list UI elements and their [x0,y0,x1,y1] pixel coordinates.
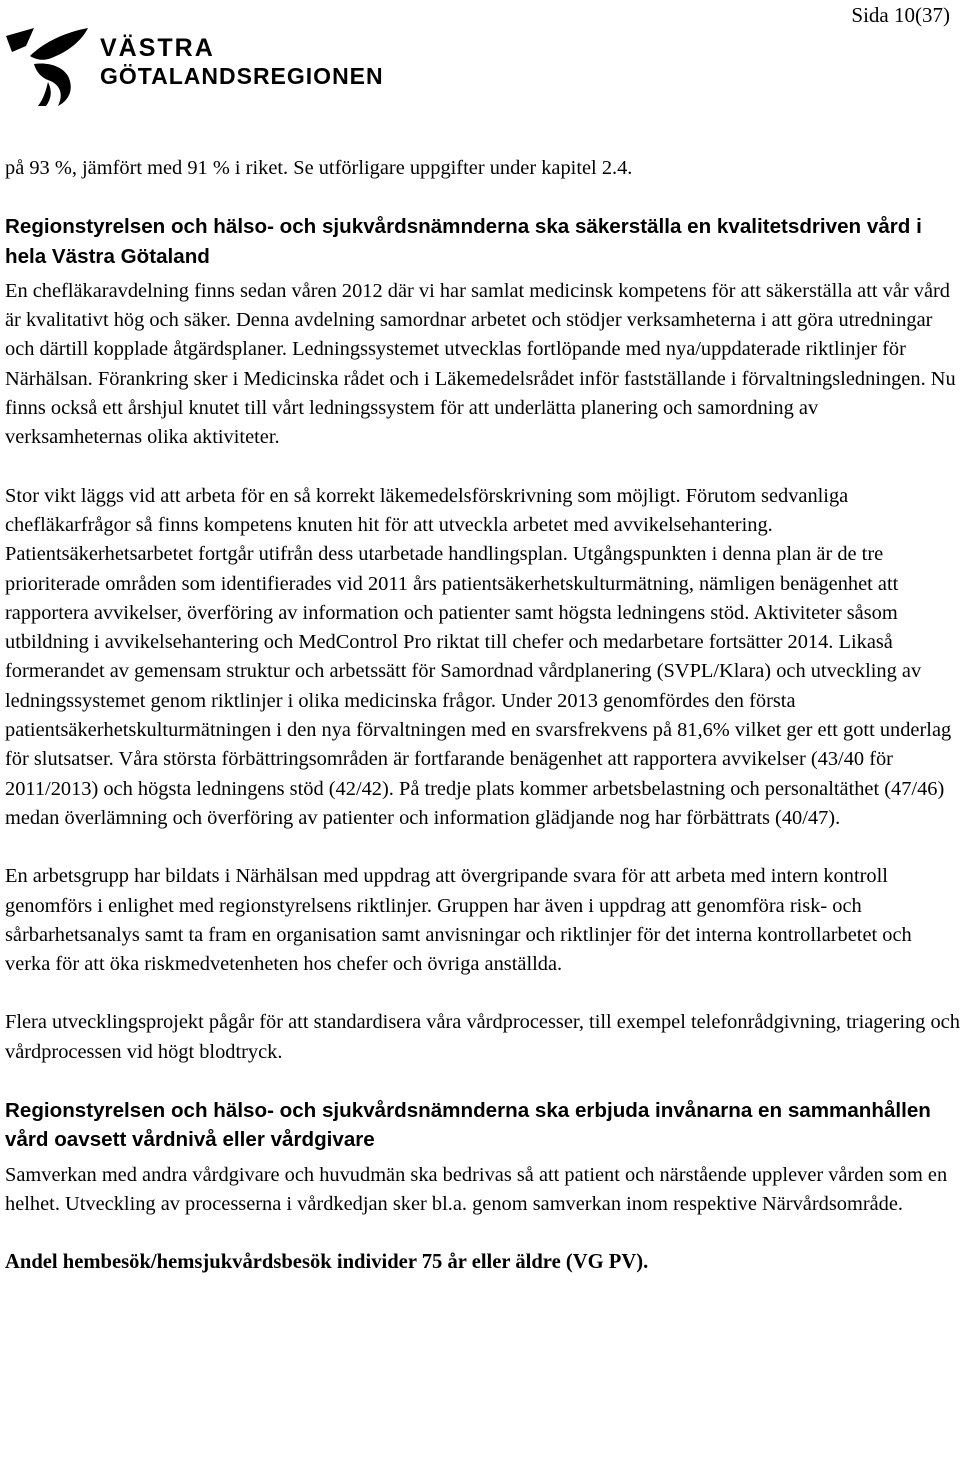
paragraph-chief-physician: En chefläkaravdelning finns sedan våren 2012 där vi har samlat medicinsk kompetens för att säkerställa att vår vård är kvalitativt hög och säker. Denna avdelning samordnar arbetet och stödjer verksamheterna i att göra utredningar och därtill kopplade åtgärdsplaner. Ledningssystemet utvecklas fortlöpande med nya/uppdaterade riktlinjer för Närhälsan. Förankring sker i Medicinska rådet och i Läkemedelsrådet inför fastställande i förvaltningsledningen. Nu finns också ett årshjul knutet till vårt ledningssystem för att underlätta planering och samordning av verksamheternas olika aktiviteter. [5,279,956,449]
logo-emblem-icon [6,28,88,106]
logo-text-line1: VÄSTRA [100,34,215,62]
vastra-gotalandsregionen-logo [4,22,394,106]
subheading-home-visits: Andel hembesök/hemsjukvårdsbesök individer 75 år eller äldre (VG PV). [5,1251,649,1274]
paragraph-internal-control: En arbetsgrupp har bildats i Närhälsan med uppdrag att övergripande svara för att arbeta med intern kontroll genomförs i enlighet med regionstyrelsens riktlinjer. Gruppen har även i uppdrag att genomföra risk- och sårbarhetsanalys samt ta fram en organisation samt anvisningar och riktlinjer för det interna kontrollarbetet och verka för att öka riskmedvetenheten hos chefer och övriga anställda. [5,865,912,976]
paragraph-development-projects: Flera utvecklingsprojekt pågår för att standardisera våra vårdprocesser, till exempel telefonrådgivning, triagering och vårdprocessen vid högt blodtryck. [5,1011,960,1063]
page-number: Sida 10(37) [851,3,950,27]
logo-text-line2: GÖTALANDSREGIONEN [100,63,384,89]
paragraph-patient-safety: Stor vikt läggs vid att arbeta för en så korrekt läkemedelsförskrivning som möjligt. Förutom sedvanliga chefläkarfrågor så finns kompetens knuten hit för att utveckla arbetet med avvikelsehantering. Patientsäkerhetsarbetet fortgår utifrån dess utarbetade handlingsplan. Utgångspunkten i denna plan är de tre prioriterade områden som identifierades vid 2011 års patientsäkerhetskulturmätning, nämligen benägenhet att rapportera avvikelser, överföring av information och patienter samt högsta ledningens stöd. Aktiviteter såsom utbildning i avvikelsehantering och MedControl Pro riktat till chefer och medarbetare fortsätter 2014. Likaså formerandet av gemensam struktur och arbetssätt för Samordnad vårdplanering (SVPL/Klara) och utveckling av ledningssystemet genom riktlinjer i olika medicinska frågor. Under 2013 genomfördes den första patientsäkerhetskulturmätningen i den nya förvaltningen med en svarsfrekvens på 81,6% vilket ger ett gott underlag för slutsatser. Våra största förbättringsområden är fortfarande benägenhet att rapportera avvikelser (43/40 för 2011/2013) och högsta ledningens stöd (42/42). På tredje plats kommer arbetsbelastning och personaltäthet (47/46) medan överlämning och överföring av patienter och information glädjande nog har förbättrats (40/47). [5,484,952,829]
section-heading-cohesive-care: Regionstyrelsen och hälso- och sjukvårdsnämnderna ska erbjuda invånarna en sammanhållen vård oavsett vårdnivå eller vårdgivare [5,1099,931,1152]
intro-paragraph: på 93 %, jämfört med 91 % i riket. Se utförligare uppgifter under kapitel 2.4. [5,157,633,179]
section-heading-quality: Regionstyrelsen och hälso- och sjukvårdsnämnderna ska säkerställa en kvalitetsdriven vård i hela Västra Götaland [5,215,922,268]
paragraph-collaboration: Samverkan med andra vårdgivare och huvudmän ska bedrivas så att patient och närstående upplever vården som en helhet. Utveckling av processerna i vårdkedjan sker bl.a. genom samverkan inom respektive Närvårdsområde. [5,1163,948,1215]
document-body [5,154,960,1278]
